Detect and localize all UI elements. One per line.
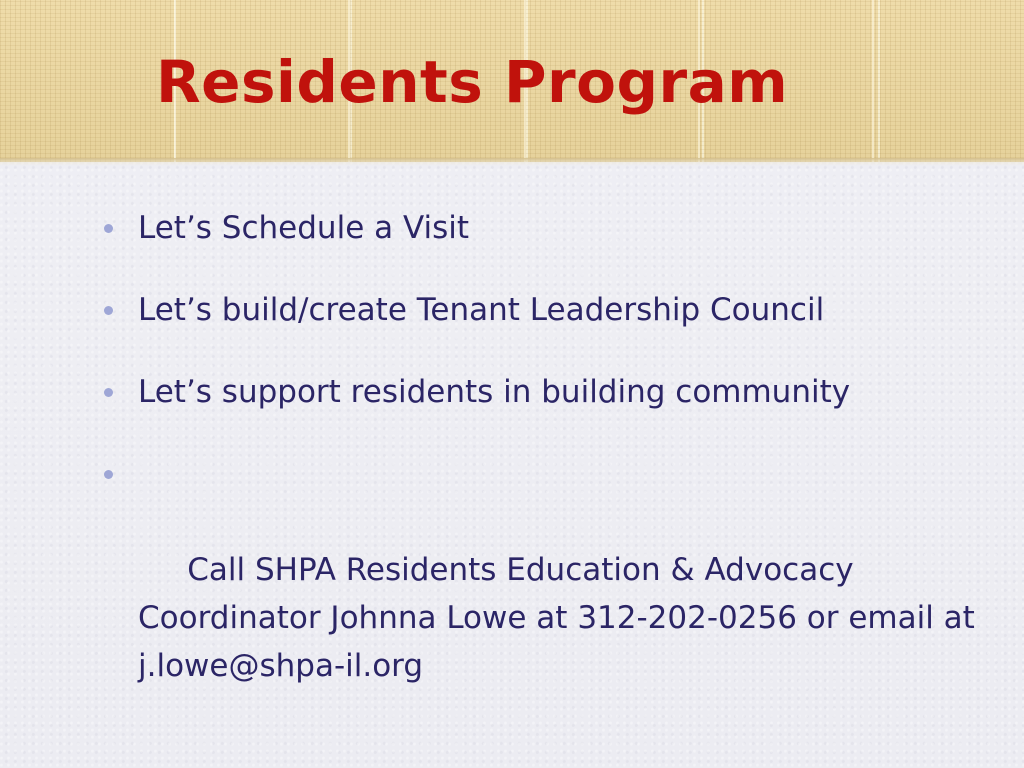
- bullet-item: [104, 204, 984, 252]
- header-band-edge: [0, 158, 1024, 166]
- bullet-text: Let’s support residents in building community: [138, 374, 851, 410]
- bullet-text: Call SHPA Residents Education & Advocacy Coordinator Johnna Lowe at 312-202-0256 or email at j.lowe@shpa-il.org: [138, 552, 985, 684]
- bullet-text: Let’s Schedule a Visit: [138, 210, 470, 246]
- bullet-dot-icon: [104, 306, 113, 315]
- bullet-text: Let’s build/create Tenant Leadership Council: [138, 292, 825, 328]
- bullet-item: [104, 286, 984, 334]
- band-seam: [872, 0, 874, 162]
- bullet-dot-icon: [104, 388, 113, 397]
- bullet-item: [104, 368, 984, 416]
- bullet-item: [104, 450, 984, 738]
- bullet-dot-icon: [104, 470, 113, 479]
- slide-title: Residents Program: [156, 48, 789, 116]
- bullet-list: [104, 204, 984, 768]
- bullet-dot-icon: [104, 224, 113, 233]
